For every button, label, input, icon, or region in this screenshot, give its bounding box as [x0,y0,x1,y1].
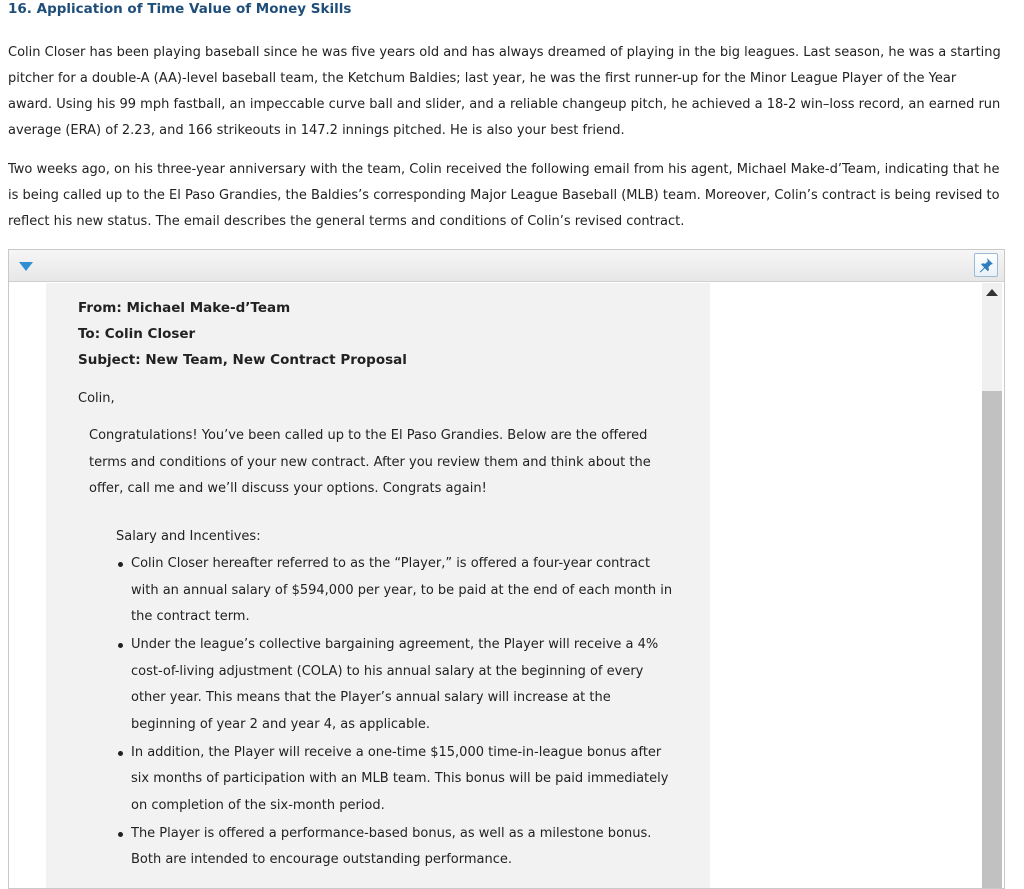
list-item [116,551,676,631]
question-title: 16. Application of Time Value of Money Skills [8,1,352,17]
pushpin-icon [978,257,994,273]
bullet-icon [118,751,123,756]
vertical-scrollbar[interactable] [982,283,1002,888]
intro-paragraph-1: Colin Closer has been playing baseball since he was five years old and has always dreamed of playing in the big leagues. Last season, he was a starting pitcher for a double-A (AA)-level baseball team, the Ketchum Baldies; last year, he was the first runner-up for the Minor League Player of the Year award. Using his 99 mph fastball, an impeccable curve ball and slider, and a reliable changeup pitch, he achieved a 18-2 win–loss record, an earned run average (ERA) of 2.23, and 166 strikeouts in 147.2 innings pitched. He is also your best friend. [8,45,1001,138]
email-body: Congratulations! You’ve been called up to the El Paso Grandies. Below are the offered terms and conditions of your new contract. After you review them and think about the offer, call me and we’ll discuss your options. Congrats again! [89,428,651,496]
list-item [116,632,676,738]
email-greeting: Colin, [78,391,115,406]
email-scroll-area[interactable] [9,283,1004,888]
list-item-text: In addition, the Player will receive a one-time $15,000 time-in-league bonus after six months of participation with an MLB team. This bonus will be paid immediately on completion of the six-month period. [131,744,669,813]
panel-header [9,250,1004,282]
bullet-icon [118,832,123,837]
collapse-toggle-icon[interactable] [19,262,33,271]
bullet-icon [118,562,123,567]
email-from: From: Michael Make-d’Team [78,300,291,316]
list-item-text: Colin Closer hereafter referred to as the “Player,” is offered a four-year contract with an annual salary of $594,000 per year, to be paid at the end of each month in the contract term. [131,556,673,624]
list-item-text: Under the league’s collective bargaining agreement, the Player will receive a 4% cost-of-living adjustment (COLA) to his annual salary at the beginning of every other year. This means that the Player’s annual salary will increase at the beginning of year 2 and year 4, as applicable. [131,637,659,732]
list-item [116,740,676,820]
email-content [46,283,710,888]
list-item [116,821,676,874]
bullet-icon [118,643,123,648]
email-to: To: Colin Closer [78,326,196,342]
list-item-text: The Player is offered a performance-based bonus, as well as a milestone bonus. Both are intended to encourage outstanding performance. [131,825,652,867]
scroll-up-arrow-icon[interactable] [986,289,998,296]
email-subject: Subject: New Team, New Contract Proposal [78,352,407,368]
salary-section-title: Salary and Incentives: [116,529,261,544]
terms-list [116,551,676,875]
scrollbar-thumb[interactable] [982,391,1002,888]
pin-button[interactable] [974,253,998,277]
email-panel [8,249,1005,889]
intro-paragraph-2: Two weeks ago, on his three-year anniversary with the team, Colin received the following email from his agent, Michael Make-d’Team, indicating that he is being called up to the El Paso Grandies, the Baldies’s corresponding Major League Baseball (MLB) team. Moreover, Colin’s contract is being revised to reflect his new status. The email describes the general terms and conditions of Colin’s revised contract. [8,162,1000,229]
